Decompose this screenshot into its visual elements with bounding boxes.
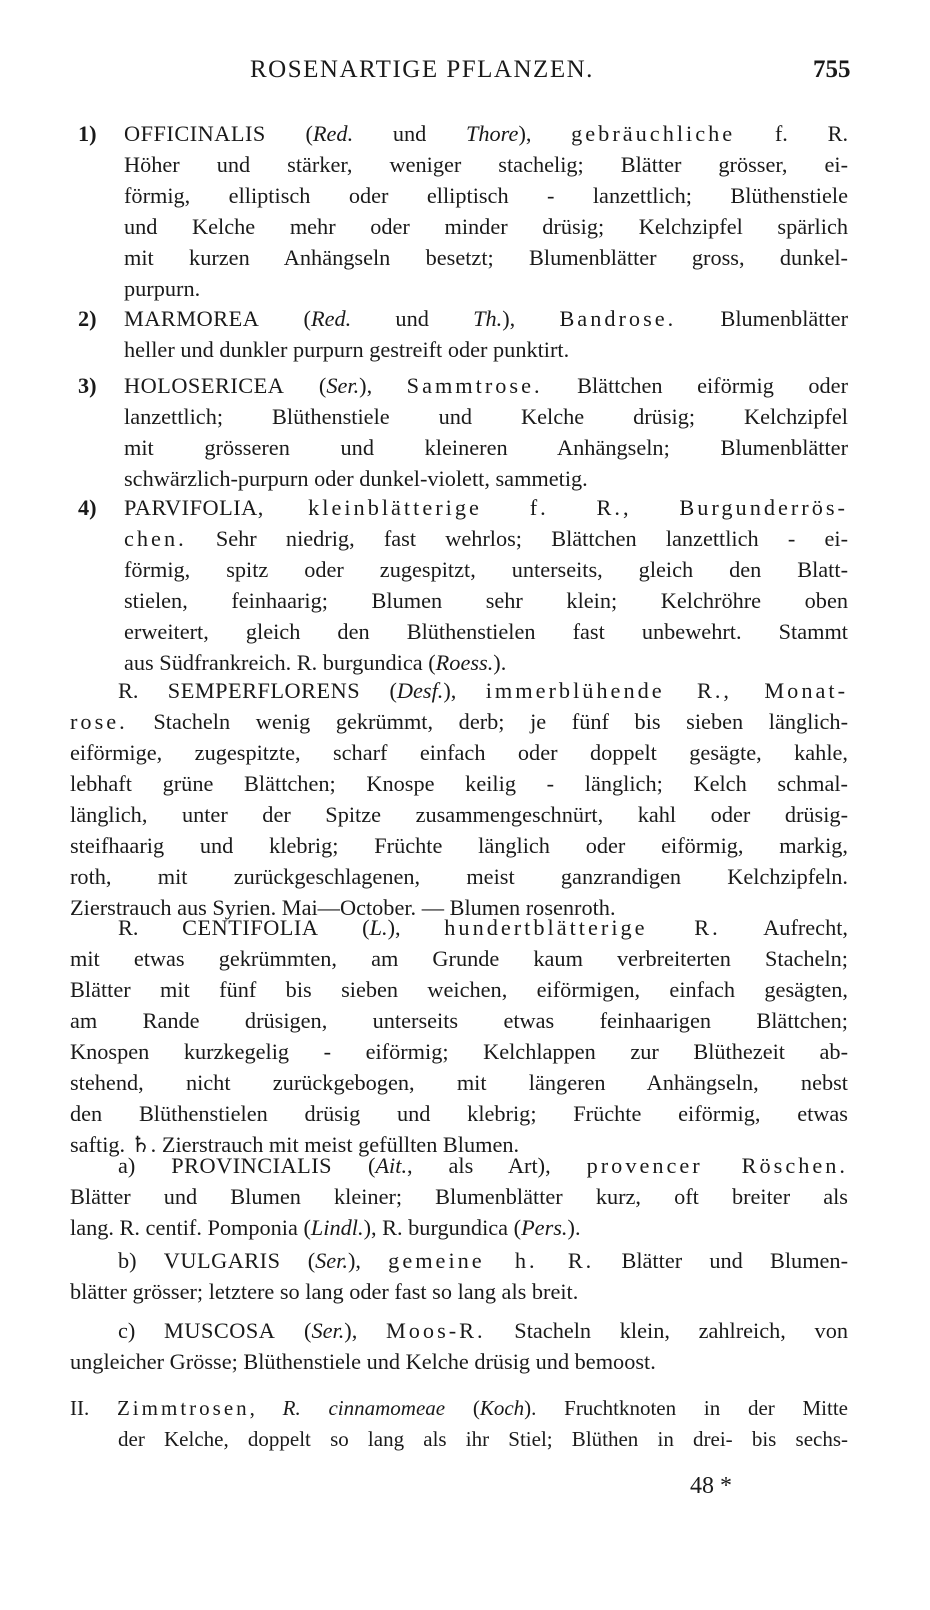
text-line: erweitert, gleich den Blüthenstielen fast unbewehrt. Stammt (124, 619, 848, 644)
text-line: mit kurzen Anhängseln besetzt; Blumenblätter gross, dunkel- (124, 245, 848, 270)
text-line: chen. Sehr niedrig, fast wehrlos; Blättchen lanzettlich - ei- (124, 526, 848, 551)
text-line: heller und dunkler purpurn gestreift oder punktirt. (124, 337, 570, 362)
text-line: eiförmige, zugespitzte, scharf einfach oder doppelt gesägte, kahle, (70, 740, 848, 765)
text-line: PARVIFOLIA, kleinblätterige f. R., Burgunderrös- (124, 495, 848, 520)
text-line: länglich, unter der Spitze zusammengeschnürt, kahl oder drüsig- (70, 802, 848, 827)
text-line: und Kelche mehr oder minder drüsig; Kelchzipfel spärlich (124, 214, 848, 239)
entry-parvifolia (124, 492, 848, 678)
text-line: a) PROVINCIALIS (Ait., als Art), provencer Röschen. (118, 1153, 848, 1178)
text-line: purpurn. (124, 276, 201, 301)
text-line: roth, mit zurückgeschlagenen, meist ganzrandigen Kelchzipfeln. (70, 864, 848, 889)
text-line: der Kelche, doppelt so lang als ihr Stiel; Blüthen in drei- bis sechs- (118, 1427, 848, 1451)
page-number: 755 (813, 56, 851, 83)
text-line: ungleicher Grösse; Blüthenstiele und Kelche drüsig und bemoost. (70, 1349, 656, 1374)
text-line: lanzettlich; Blüthenstiele und Kelche drüsig; Kelchzipfel (124, 404, 848, 429)
text-line: b) VULGARIS (Ser.), gemeine h. R. Blätter und Blumen- (118, 1248, 849, 1273)
text-line: lang. R. centif. Pomponia (Lindl.), R. burgundica (Pers.). (70, 1215, 581, 1240)
text-line: förmig, elliptisch oder elliptisch - lanzettlich; Blüthenstiele (124, 183, 848, 208)
entry-marmorea (124, 303, 848, 365)
section-ii-cinnamomeae (70, 1393, 848, 1455)
text-line: mit etwas gekrümmten, am Grunde kaum verbreiterten Stacheln; (70, 946, 848, 971)
entry-centifolia (70, 912, 848, 1160)
text-line: stehend, nicht zurückgebogen, mit längeren Anhängseln, nebst (70, 1070, 848, 1095)
text-line: blätter grösser; letztere so lang oder fast so lang als breit. (70, 1279, 579, 1304)
text-line: Zierstrauch aus Syrien. Mai—October. — Blumen rosenroth. (70, 895, 616, 920)
text-line: Blätter mit fünf bis sieben weichen, eiförmigen, einfach gesägten, (70, 977, 848, 1002)
running-header-title: ROSENARTIGE PFLANZEN. (250, 56, 594, 83)
item-number: 1) (78, 121, 97, 146)
text-line: schwärzlich-purpurn oder dunkel-violett, sammetig. (124, 466, 588, 491)
text-line: Höher und stärker, weniger stachelig; Blätter grösser, ei- (124, 152, 848, 177)
entry-semperflorens (70, 675, 848, 923)
text-line: saftig. ♄. Zierstrauch mit meist gefüllten Blumen. (70, 1132, 520, 1157)
text-line: aus Südfrankreich. R. burgundica (Roess.). (124, 650, 507, 675)
text-line: förmig, spitz oder zugespitzt, unterseits, gleich den Blatt- (124, 557, 848, 582)
signature-mark: 48 * (690, 1473, 732, 1499)
entry-officinalis (124, 118, 848, 304)
text-line: rose. Stacheln wenig gekrümmt, derb; je fünf bis sieben länglich- (70, 709, 848, 734)
text-line: am Rande drüsigen, unterseits etwas feinhaarigen Blättchen; (70, 1008, 848, 1033)
text-line: MARMOREA (Red. und Th.), Bandrose. Blumenblätter (124, 306, 848, 331)
text-line: steifhaarig und klebrig; Früchte länglich oder eiförmig, markig, (70, 833, 848, 858)
text-line: stielen, feinhaarig; Blumen sehr klein; Kelchröhre oben (124, 588, 848, 613)
variety-vulgaris (70, 1245, 848, 1307)
text-line: HOLOSERICEA (Ser.), Sammtrose. Blättchen eiförmig oder (124, 373, 849, 398)
text-line: lebhaft grüne Blättchen; Knospe keilig - länglich; Kelch schmal- (70, 771, 848, 796)
text-line: mit grösseren und kleineren Anhängseln; Blumenblätter (124, 435, 848, 460)
text-line: Blätter und Blumen kleiner; Blumenblätter kurz, oft breiter als (70, 1184, 848, 1209)
text-line: R. CENTIFOLIA (L.), hundertblätterige R. Aufrecht, (118, 915, 848, 940)
text-line: den Blüthenstielen drüsig und klebrig; Früchte eiförmig, etwas (70, 1101, 848, 1126)
text-line: OFFICINALIS (Red. und Thore), gebräuchliche f. R. (124, 121, 849, 146)
variety-muscosa (70, 1315, 848, 1377)
text-line: c) MUSCOSA (Ser.), Moos-R. Stacheln klein, zahlreich, von (118, 1318, 849, 1343)
text-line: II. Zimmtrosen, R. cinnamomeae (Koch). Fruchtknoten in der Mitte (70, 1396, 848, 1420)
item-number: 3) (78, 373, 97, 398)
text-line: R. SEMPERFLORENS (Desf.), immerblühende R., Monat- (118, 678, 848, 703)
item-number: 2) (78, 306, 97, 331)
variety-provincialis (70, 1150, 848, 1243)
item-number: 4) (78, 495, 97, 520)
entry-holosericea (124, 370, 848, 494)
text-line: Knospen kurzkegelig - eiförmig; Kelchlappen zur Blüthezeit ab- (70, 1039, 848, 1064)
